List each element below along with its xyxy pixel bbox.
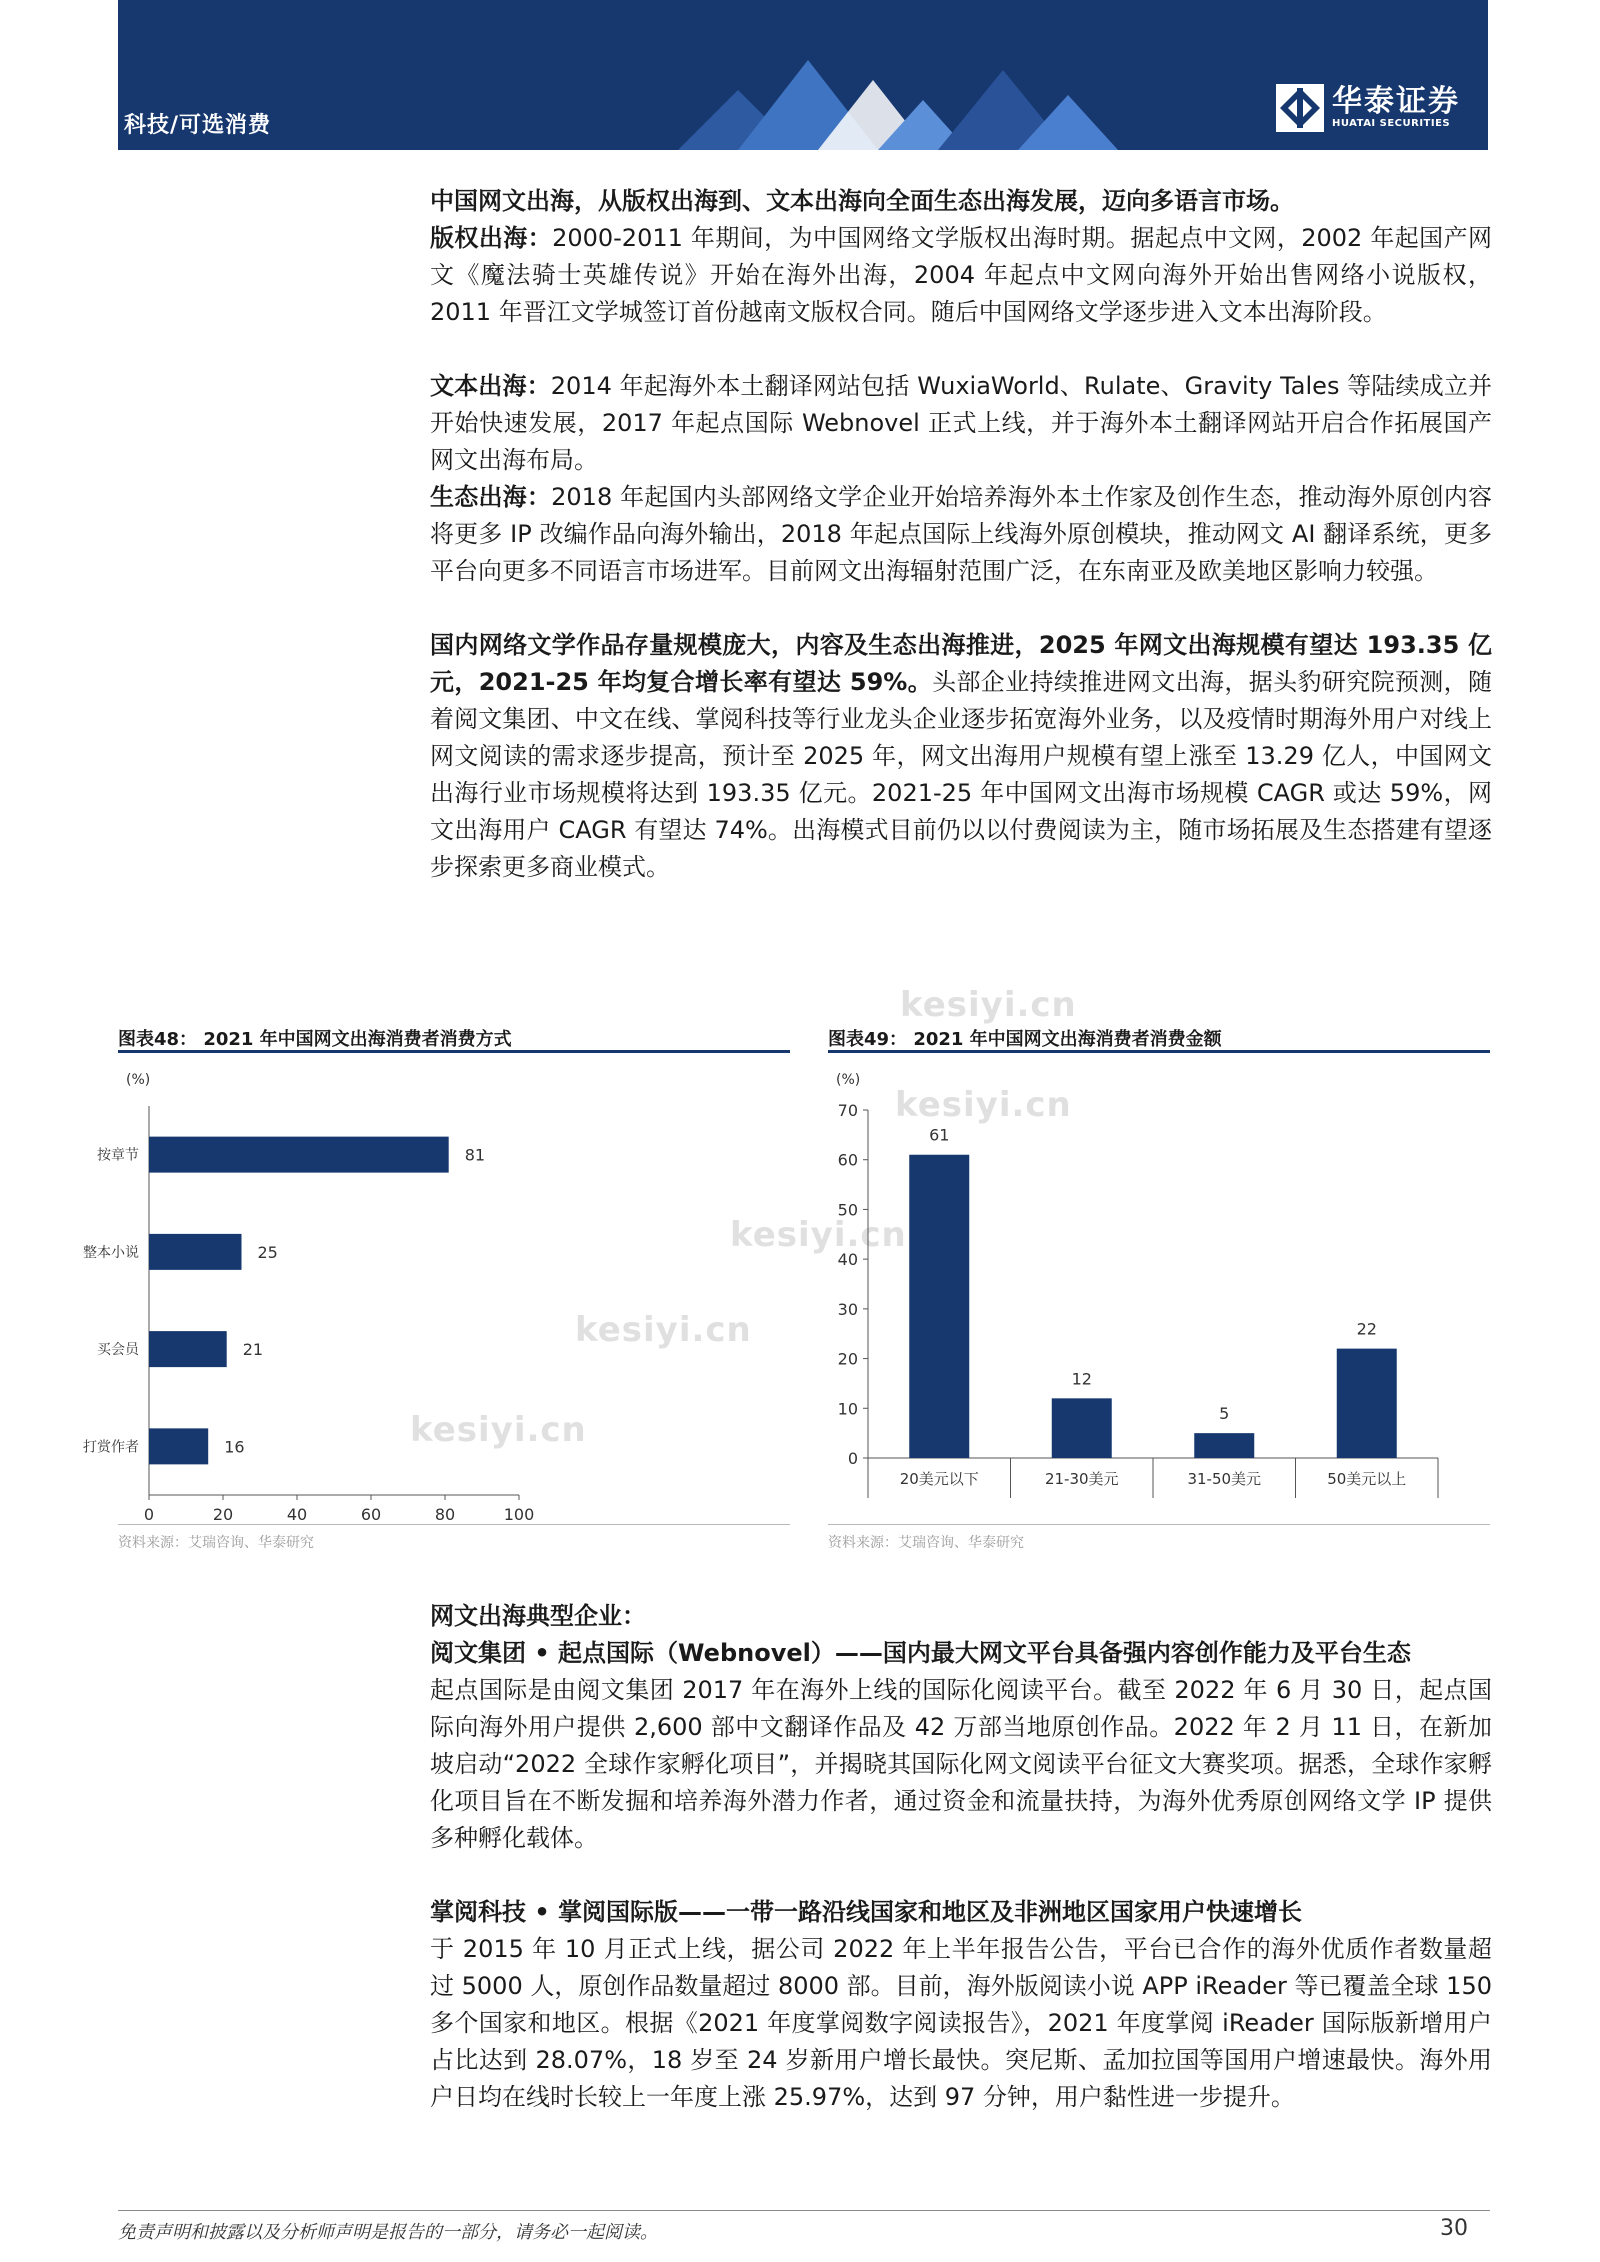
- data-label: 5: [1219, 1404, 1230, 1424]
- bar: [1194, 1433, 1254, 1458]
- bar: [149, 1234, 242, 1270]
- figure48-source-rule: [118, 1524, 790, 1525]
- paragraph: 于 2015 年 10 月正式上线，据公司 2022 年上半年报告公告，平台已合作的海外优质作者数量超过 5000 人，原创作品数量超过 8000 部。目前，海外版阅读小说 APP iReader 等已覆盖全球 150 多个国家和地区。根据《2021 年度掌阅数字阅读报告》，2021 年度掌阅 iReader 国际版新增用户占比达到 28.07%，18 岁至 24 岁新用户增长最快。突尼斯、孟加拉国等国用户增速最快。海外用户日均在线时长较上一年度上涨 25.97%，达到 97 分钟，用户黏性进一步提升。: [430, 1935, 1492, 2111]
- paragraph: 国内网络文学作品存量规模庞大，内容及生态出海推进，2025 年网文出海规模有望达 193.35 亿元，2021-25 年均复合增长率有望达 59%。头部企业持续推进网文出海，据头豹研究院预测，随着阅文集团、中文在线、掌阅科技等行业龙头企业逐步拓宽海外业务，以及疫情时期海外用户对线上网文阅读的需求逐步提高，预计至 2025 年，网文出海用户规模有望上涨至 13.29 亿人，中国网文出海行业市场规模将达到 193.35 亿元。2021-25 年中国网文出海市场规模 CAGR 或达 59%，网文出海用户 CAGR 有望达 74%。出海模式目前仍以以付费阅读为主，随市场拓展及生态搭建有望逐步探索更多商业模式。: [430, 631, 1493, 881]
- watermark: kesiyi.cn: [900, 985, 1077, 1025]
- paragraph: 文本出海：2014 年起海外本土翻译网站包括 WuxiaWorld、Rulate、Gravity Tales 等陆续成立并开始快速发展，2017 年起点国际 Webnovel 正式上线，并于海外本土翻译网站开启合作拓展国产网文出海布局。: [430, 372, 1493, 474]
- tick-label: 70: [837, 1101, 858, 1120]
- brand-name-cn: 华泰证券: [1332, 84, 1460, 119]
- paragraph: 生态出海：2018 年起国内头部网络文学企业开始培养海外本土作家及创作生态，推动海外原创内容将更多 IP 改编作品向海外输出，2018 年起点国际上线海外原创模块，推动网文 AI 翻译系统，更多平台向更多不同语言市场进军。目前网文出海辐射范围广泛，在东南亚及欧美地区影响力较强。: [430, 483, 1492, 585]
- tick-label: 20: [212, 1505, 234, 1524]
- data-label: 22: [1356, 1319, 1377, 1339]
- body-text-bottom: [430, 1598, 1492, 2116]
- company-heading: 阅文集团 • 起点国际（Webnovel）——国内最大网文平台具备强内容创作能力及平台生态: [430, 1639, 1411, 1667]
- tick-label: 30: [837, 1299, 858, 1319]
- data-label: 61: [929, 1125, 950, 1145]
- unit-label: (%): [126, 1072, 151, 1088]
- category-label: 打赏作者: [83, 1439, 139, 1456]
- brand-logo: [1276, 84, 1460, 132]
- company-heading: 掌阅科技 • 掌阅国际版——一带一路沿线国家和地区及非洲地区国家用户快速增长: [430, 1898, 1303, 1926]
- figure49-title: 图表49： 2021 年中国网文出海消费者消费金额: [828, 1029, 1222, 1050]
- data-label: 21: [242, 1340, 264, 1360]
- category-label: 整本小说: [83, 1244, 139, 1261]
- tick-label: 40: [837, 1250, 858, 1270]
- category-label: 20美元以下: [899, 1470, 979, 1488]
- paragraph: 版权出海：2000-2011 年期间，为中国网络文学版权出海时期。据起点中文网，2002 年起国产网文《魔法骑士英雄传说》开始在海外出海，2004 年起点中文网向海外开始出售网络小说版权，2011 年晋江文学城签订首份越南文版权合同。随后中国网络文学逐步进入文本出海阶段。: [430, 224, 1492, 326]
- bar: [149, 1331, 227, 1367]
- bar: [1052, 1398, 1112, 1458]
- watermark: kesiyi.cn: [575, 1310, 752, 1350]
- category-label: 31-50美元: [1187, 1470, 1262, 1488]
- figure49-chart: [828, 1058, 1490, 1518]
- figure48-title: 图表48： 2021 年中国网文出海消费者消费方式: [118, 1029, 512, 1050]
- brand-name-en: HUATAI SECURITIES: [1332, 118, 1451, 129]
- figure48-chart: [83, 1058, 808, 1524]
- bar: [149, 1428, 208, 1464]
- tick-label: 20: [837, 1349, 858, 1369]
- figure49-source-rule: [828, 1524, 1490, 1525]
- data-label: 25: [257, 1242, 278, 1262]
- data-label: 81: [464, 1145, 486, 1165]
- category-label: 50美元以上: [1327, 1470, 1407, 1488]
- tick-label: 0: [143, 1505, 155, 1524]
- footer-rule: [118, 2210, 1490, 2211]
- figure48-source: 资料来源：艾瑞咨询、华泰研究: [118, 1535, 314, 1551]
- category-label: 按章节: [97, 1147, 139, 1164]
- bar: [149, 1137, 449, 1173]
- data-label: 16: [224, 1437, 245, 1457]
- tick-label: 60: [837, 1150, 858, 1170]
- paragraph: 起点国际是由阅文集团 2017 年在海外上线的国际化阅读平台。截至 2022 年 6 月 30 日，起点国际向海外用户提供 2,600 部中文翻译作品及 42 万部当地原创作品。2022 年 2 月 11 日，在新加坡启动“2022 全球作家孵化项目”，并揭晓其国际化网文阅读平台征文大赛奖项。据悉，全球作家孵化项目旨在不断发掘和培养海外潜力作者，通过资金和流量扶持，为海外优秀原创网络文学 IP 提供多种孵化载体。: [430, 1676, 1492, 1852]
- watermark: kesiyi.cn: [730, 1215, 907, 1255]
- tick-label: 10: [837, 1399, 858, 1419]
- figure48-rule: [118, 1050, 790, 1053]
- section-label: 科技/可选消费: [124, 113, 272, 138]
- tick-label: 100: [503, 1505, 535, 1524]
- unit-label: (%): [836, 1072, 861, 1088]
- bar: [909, 1155, 969, 1458]
- figure49-rule: [828, 1050, 1490, 1053]
- tick-label: 50: [837, 1200, 858, 1220]
- section-heading: 网文出海典型企业：: [430, 1602, 646, 1630]
- figure49-source: 资料来源：艾瑞咨询、华泰研究: [828, 1535, 1024, 1551]
- paragraph-heading: 中国网文出海，从版权出海到、文本出海向全面生态出海发展，迈向多语言市场。: [430, 187, 1294, 215]
- huatai-logo-icon: [1276, 84, 1324, 132]
- data-label: 12: [1071, 1369, 1092, 1389]
- tick-label: 80: [434, 1505, 456, 1524]
- watermark: kesiyi.cn: [410, 1410, 587, 1450]
- bar: [1337, 1349, 1397, 1458]
- watermark: kesiyi.cn: [895, 1085, 1072, 1125]
- category-label: 买会员: [97, 1342, 139, 1359]
- tick-label: 60: [360, 1505, 382, 1524]
- body-text-top: [430, 183, 1492, 886]
- tick-label: 40: [286, 1505, 308, 1524]
- page-number: 30: [1440, 2216, 1468, 2241]
- footer-disclaimer: 免责声明和披露以及分析师声明是报告的一部分，请务必一起阅读。: [118, 2222, 658, 2243]
- category-label: 21-30美元: [1044, 1470, 1119, 1488]
- tick-label: 0: [847, 1449, 858, 1468]
